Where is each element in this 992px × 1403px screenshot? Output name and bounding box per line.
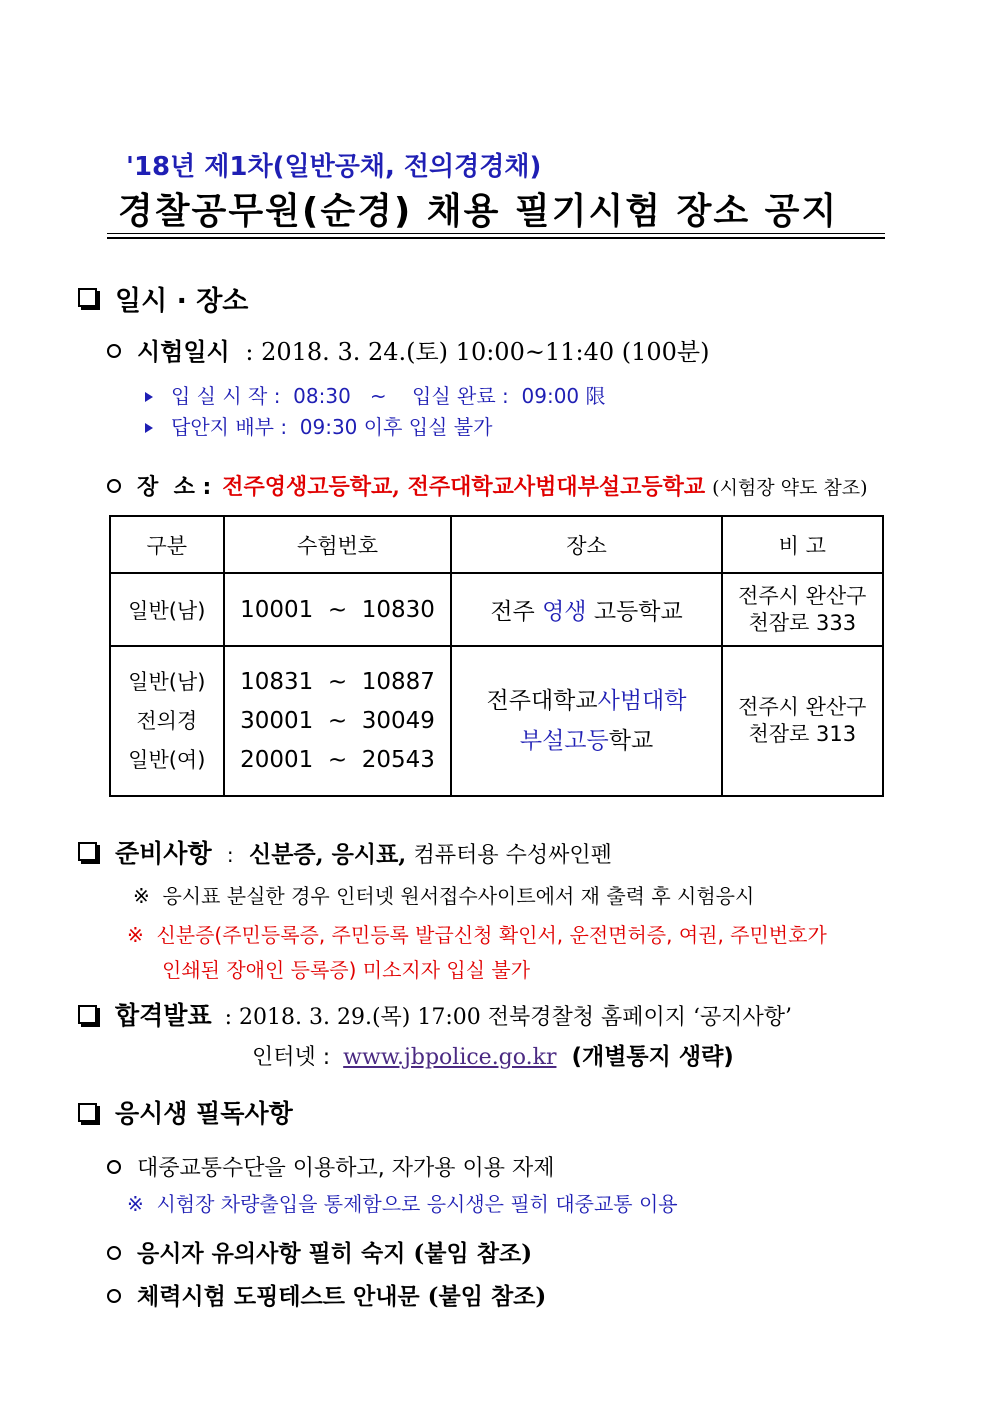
- row2-remarks-line2: 천잠로 313: [748, 722, 857, 746]
- row2-place-line2-b: 학교: [608, 728, 654, 754]
- row2-ranges: [224, 646, 452, 796]
- prep-items-rest: 컴퓨터용 수성싸인펜: [413, 843, 612, 868]
- must-item-1-text: 대중교통수단을 이용하고, 자가용 이용 자제: [137, 1156, 555, 1181]
- table-header-row: [110, 516, 883, 573]
- header-category: 구분: [110, 516, 224, 573]
- triangle-bullet-icon: [145, 392, 153, 402]
- prep-note-1: ※ 응시표 분실한 경우 인터넷 원서접수사이트에서 재 출력 후 시험응시: [133, 884, 755, 908]
- row1-remarks: [722, 573, 883, 646]
- must-item-2-text: 응시자 유의사항 필히 숙지 (붙임 참조): [137, 1240, 533, 1267]
- exam-time-label: 시험일시: [137, 338, 230, 366]
- section-heading-schedule: 일시 · 장소: [115, 286, 249, 317]
- row2-category-3: 일반(여): [128, 747, 206, 772]
- row2-range-1: 10831 ~ 10887: [240, 668, 435, 695]
- row2-remarks-line1: 전주시 완산구: [738, 695, 867, 719]
- place-note: (시험장 약도 참조): [712, 477, 868, 499]
- section-heading-must-read: 응시생 필독사항: [115, 1099, 293, 1128]
- prep-note-2-line1: ※ 신분증(주민등록증, 주민등록 발급신청 확인서, 운전면허증, 여권, 주민번호가: [127, 923, 827, 947]
- must-item-1: [107, 1151, 555, 1182]
- section-heading-result: 합격발표: [115, 1001, 212, 1030]
- internet-line: [252, 1038, 734, 1071]
- exam-time-line: [107, 332, 709, 367]
- place-line: [107, 470, 868, 501]
- no-individual-notice: (개별통지 생략): [571, 1044, 734, 1070]
- row1-place-part-b: 영생: [542, 599, 587, 625]
- row1-range: 10001 ~ 10830: [224, 573, 452, 646]
- header-remarks: 비 고: [722, 516, 883, 573]
- header-exam-number: 수험번호: [224, 516, 452, 573]
- row2-range-2: 30001 ~ 30049: [240, 707, 435, 734]
- prep-note-2-line2: 인쇄된 장애인 등록증) 미소지자 입실 불가: [162, 958, 531, 982]
- row1-category: 일반(남): [110, 573, 224, 646]
- row2-range-3: 20001 ~ 20543: [240, 746, 435, 773]
- answer-sheet-line: [145, 411, 492, 440]
- prep-items-bold: 신분증, 응시표,: [248, 841, 407, 868]
- row1-remarks-line2: 천잠로 333: [748, 610, 857, 635]
- circle-bullet-icon: [107, 479, 121, 493]
- result-line: [115, 996, 792, 1032]
- row2-category-2: 전의경: [136, 708, 198, 733]
- must-item-2: [107, 1235, 532, 1268]
- table-row: [110, 573, 883, 646]
- row2-place-line2-a: 부설고등: [519, 728, 609, 754]
- circle-bullet-icon: [107, 344, 121, 358]
- row1-place-part-a: 전주: [490, 599, 543, 625]
- homepage-link[interactable]: www.jbpolice.go.kr: [343, 1045, 557, 1070]
- answer-sheet-text: 답안지 배부 : 09:30 이후 입실 불가: [171, 415, 493, 439]
- exam-time-value: : 2018. 3. 24.(토) 10:00~11:40 (100분): [245, 338, 710, 366]
- prep-colon: :: [226, 843, 234, 867]
- row1-place-part-c: 고등학교: [586, 599, 683, 625]
- must-item-3: [107, 1278, 546, 1311]
- row2-remarks: [722, 646, 883, 796]
- header-place: 장소: [451, 516, 721, 573]
- must-item-1-note: ※ 시험장 차량출입을 통제함으로 응시생은 필히 대중교통 이용: [127, 1192, 678, 1216]
- row2-category-1: 일반(남): [128, 669, 206, 694]
- row1-remarks-line1: 전주시 완산구: [738, 583, 867, 608]
- entry-time-line: [145, 380, 606, 409]
- row2-categories: [110, 646, 224, 796]
- square-bullet-icon: [78, 288, 97, 307]
- title-rule-top: [107, 233, 885, 234]
- row2-place-line1: [452, 681, 720, 721]
- section-heading-prep: 준비사항: [115, 839, 212, 868]
- notice-subtitle: '18년 제1차(일반공채, 전의경경채): [126, 152, 542, 182]
- row2-place-line2: [452, 721, 720, 761]
- prep-line: [115, 834, 612, 870]
- internet-label: 인터넷 :: [252, 1045, 331, 1070]
- entry-time-text: 입 실 시 작 : 08:30 ~ 입실 완료 : 09:00 限: [171, 384, 606, 408]
- place-label: 장 소 :: [137, 475, 212, 500]
- square-bullet-icon: [78, 842, 97, 861]
- triangle-bullet-icon: [145, 423, 153, 433]
- circle-bullet-icon: [107, 1160, 121, 1174]
- row2-place-line1-a: 전주대학교: [486, 688, 598, 714]
- title-rule-bottom: [107, 237, 885, 239]
- venue-table: [109, 515, 884, 797]
- square-bullet-icon: [78, 1005, 97, 1024]
- row1-place: [451, 573, 721, 646]
- table-row: [110, 646, 883, 796]
- circle-bullet-icon: [107, 1289, 121, 1303]
- place-value: 전주영생고등학교, 전주대학교사범대부설고등학교: [222, 474, 706, 500]
- row2-place-line1-b: 사범대학: [597, 688, 687, 714]
- result-value: : 2018. 3. 29.(목) 17:00 전북경찰청 홈페이지 ‘공지사항’: [224, 1005, 793, 1030]
- must-item-3-text: 체력시험 도핑테스트 안내문 (붙임 참조): [137, 1283, 547, 1310]
- row2-place: [451, 646, 721, 796]
- square-bullet-icon: [78, 1103, 97, 1122]
- notice-title: 경찰공무원(순경) 채용 필기시험 장소 공지: [118, 191, 839, 232]
- circle-bullet-icon: [107, 1246, 121, 1260]
